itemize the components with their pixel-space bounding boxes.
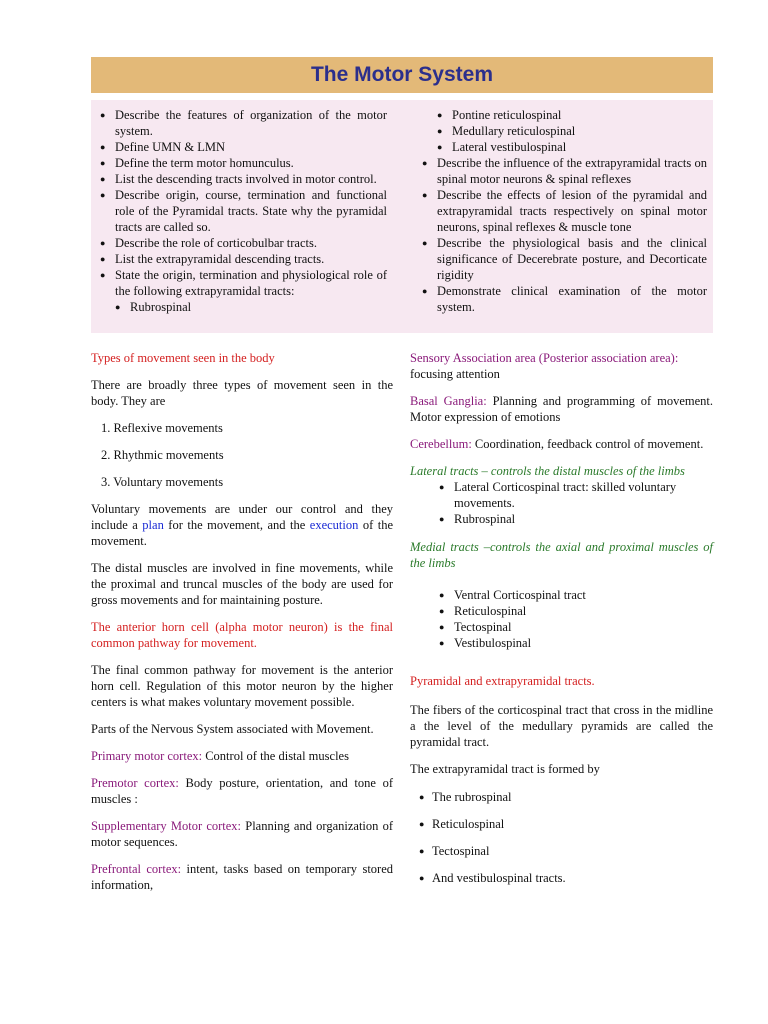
voluntary-paragraph xyxy=(91,501,393,549)
text-span: Voluntary movements are under our control and they include a xyxy=(91,502,393,532)
objective-item: ● List the extrapyramidal descending tracts. xyxy=(95,251,387,267)
list-item: ● Rubrospinal xyxy=(410,511,713,527)
extrapyramidal-intro: The extrapyramidal tract is formed by xyxy=(410,762,600,776)
text-span: of the movement. xyxy=(91,518,393,548)
area-label: Premotor cortex: xyxy=(91,776,179,790)
right-column xyxy=(410,350,713,897)
list-item: ● And vestibulospinal tracts. xyxy=(410,870,713,886)
list-item: 3. Voluntary movements xyxy=(101,475,224,489)
area-text: Control of the distal muscles xyxy=(202,749,349,763)
list-item: ● Lateral Corticospinal tract: skilled voluntary movements. xyxy=(410,479,713,511)
objective-subitem: ● Pontine reticulospinal xyxy=(417,107,707,123)
title-bar xyxy=(91,57,713,93)
area-premotor xyxy=(91,775,393,807)
area-label: Sensory Association area (Posterior association area): xyxy=(410,351,679,365)
area-text: Planning and organization of motor sequences. xyxy=(91,819,394,849)
area-sensory-association xyxy=(410,350,713,382)
lateral-tracts-list xyxy=(410,479,713,527)
area-label: Cerebellum: xyxy=(410,437,472,451)
area-cerebellum xyxy=(410,436,713,452)
objective-item: ● Describe the physiological basis and the clinical significance of Decerebrate posture, and Decorticate rigidity xyxy=(417,235,707,283)
objective-subitem: ● Medullary reticulospinal xyxy=(417,123,707,139)
list-item: 2. Rhythmic movements xyxy=(101,448,224,462)
area-text: intent, tasks based on temporary stored information, xyxy=(91,862,393,892)
list-item: ● Reticulospinal xyxy=(410,603,713,619)
objective-item: ● Describe the features of organization of the motor system. xyxy=(95,107,387,139)
objective-item: ● Describe the influence of the extrapyramidal tracts on spinal motor neurons & spinal reflexes xyxy=(417,155,707,187)
objective-subitem: ● Rubrospinal xyxy=(95,299,387,315)
left-column xyxy=(91,350,393,904)
area-label: Prefrontal cortex: xyxy=(91,862,182,876)
medial-tracts-list xyxy=(410,587,713,651)
area-basal-ganglia xyxy=(410,393,713,425)
area-text: focusing attention xyxy=(410,367,500,381)
area-text: Body posture, orientation, and tone of muscles : xyxy=(91,776,393,806)
text-span: for the movement, and the xyxy=(163,518,310,532)
objective-item: ● Demonstrate clinical examination of the motor system. xyxy=(417,283,707,315)
objective-subitem: ● Lateral vestibulospinal xyxy=(417,139,707,155)
pyramidal-paragraph: The fibers of the corticospinal tract that cross in the midline a the level of the medullary pyramids are called the pyramidal tract. xyxy=(410,703,713,749)
anterior-horn-heading: The anterior horn cell (alpha motor neuron) is the final common pathway for movement. xyxy=(91,620,393,650)
execution-term: execution xyxy=(309,518,359,532)
area-text: Planning and programming of movement. Motor expression of emotions xyxy=(410,394,713,424)
objective-item: ● Describe the role of corticobulbar tracts. xyxy=(95,235,387,251)
plan-term: plan xyxy=(142,518,164,532)
pyramidal-heading: Pyramidal and extrapyramidal tracts. xyxy=(410,674,595,688)
area-text: Coordination, feedback control of movement. xyxy=(471,437,704,451)
objective-item: ● List the descending tracts involved in motor control. xyxy=(95,171,387,187)
list-item: ● The rubrospinal xyxy=(410,789,713,805)
learning-objectives-box xyxy=(91,100,713,333)
list-item: ● Tectospinal xyxy=(410,843,713,859)
area-supplementary-motor xyxy=(91,818,393,850)
area-label: Supplementary Motor cortex: xyxy=(91,819,242,833)
final-pathway-paragraph: The final common pathway for movement is the anterior horn cell. Regulation of this motor neuron by the higher centers is what makes voluntary movement possible. xyxy=(91,663,393,709)
list-item: ● Vestibulospinal xyxy=(410,635,713,651)
lateral-tracts-heading: Lateral tracts – controls the distal muscles of the limbs xyxy=(410,464,685,478)
extrapyramidal-list xyxy=(410,789,713,886)
objective-item: ● Define UMN & LMN xyxy=(95,139,387,155)
objective-item: ● State the origin, termination and physiological role of the following extrapyramidal tracts: xyxy=(95,267,387,299)
area-label: Basal Ganglia: xyxy=(410,394,487,408)
distal-paragraph: The distal muscles are involved in fine movements, while the proximal and truncal muscles of the body are used for gross movements and for maintaining posture. xyxy=(91,561,393,607)
medial-tracts-heading: Medial tracts –controls the axial and proximal muscles of the limbs xyxy=(410,540,713,570)
movement-types-list xyxy=(91,420,393,490)
area-label: Primary motor cortex: xyxy=(91,749,203,763)
objectives-right-column xyxy=(417,107,707,315)
types-heading: Types of movement seen in the body xyxy=(91,351,275,365)
list-item: 1. Reflexive movements xyxy=(101,421,223,435)
area-prefrontal xyxy=(91,861,393,893)
list-item: ● Reticulospinal xyxy=(410,816,713,832)
parts-paragraph: Parts of the Nervous System associated with Movement. xyxy=(91,722,374,736)
objectives-left-column xyxy=(95,107,387,315)
area-primary-motor xyxy=(91,748,393,764)
page-title: The Motor System xyxy=(310,63,494,86)
objective-item: ● Describe the effects of lesion of the pyramidal and extrapyramidal tracts respectively on spinal motor neurons, spinal reflexes & muscle tone xyxy=(417,187,707,235)
list-item: ● Ventral Corticospinal tract xyxy=(410,587,713,603)
objective-item: ● Define the term motor homunculus. xyxy=(95,155,387,171)
objective-item: ● Describe origin, course, termination and functional role of the Pyramidal tracts. State why the pyramidal tracts are called so. xyxy=(95,187,387,235)
list-item: ● Tectospinal xyxy=(410,619,713,635)
types-intro: There are broadly three types of movement seen in the body. They are xyxy=(91,378,393,408)
